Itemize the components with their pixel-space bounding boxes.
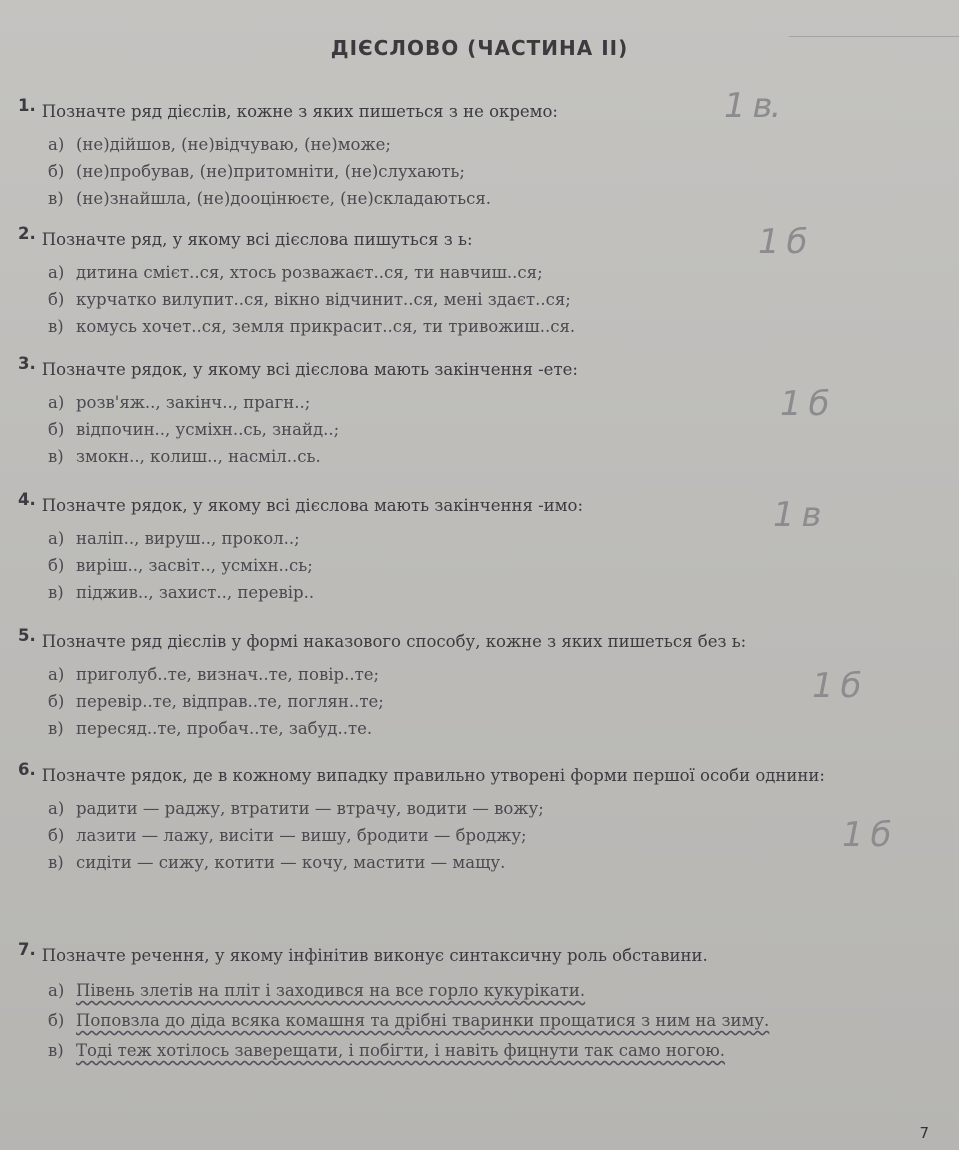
option-text: лазити — лажу, висіти — вишу, бродити — броджу; xyxy=(76,826,527,846)
question-text: Позначте речення, у якому інфінітив виконує синтаксичну роль обставини. xyxy=(41,946,708,965)
question-heading xyxy=(18,628,939,656)
option-text: курчатко вилупит..ся, вікно відчинит..ся, мені здаєт..ся; xyxy=(76,290,571,310)
answer-option xyxy=(48,580,939,607)
option-text: перевір..те, відправ..те, поглян..те; xyxy=(76,692,384,712)
question-number: 2. xyxy=(18,224,36,243)
question-heading xyxy=(18,762,939,790)
option-letter: б) xyxy=(48,162,65,182)
option-text: наліп.., вируш.., прокол..; xyxy=(76,529,300,549)
question-text: Позначте рядок, у якому всі дієслова мають закінчення -имо: xyxy=(41,496,584,515)
question-number: 7. xyxy=(18,940,36,959)
option-text: Тоді теж хотілось заверещати, і побігти, і навіть фицнути так само ногою. xyxy=(76,1041,726,1060)
question-text: Позначте ряд дієслів у формі наказового способу, кожне з яких пишеться без ь: xyxy=(41,632,747,651)
option-letter: в) xyxy=(48,447,64,467)
handwritten-answer-2: 1 б xyxy=(758,222,806,262)
option-text: виріш.., засвіт.., усміхн..сь; xyxy=(76,556,313,576)
option-text: Півень злетів на пліт і заходився на все горло кукурікати. xyxy=(76,981,586,1000)
answer-options xyxy=(48,662,939,743)
answer-option xyxy=(48,823,939,850)
answer-option xyxy=(48,287,939,314)
option-text: сидіти — сижу, котити — кочу, мастити — мащу. xyxy=(76,853,506,873)
option-letter: а) xyxy=(48,529,65,549)
question-number: 1. xyxy=(18,96,36,115)
option-letter: б) xyxy=(48,1011,65,1030)
handwritten-answer-4: 1 в xyxy=(773,495,820,535)
option-letter: в) xyxy=(48,317,64,337)
answer-options xyxy=(48,796,939,877)
answer-options xyxy=(48,976,939,1066)
option-text: радити — раджу, втратити — втрачу, водити — вожу; xyxy=(76,799,544,819)
question-5 xyxy=(18,628,939,743)
option-text: Поповзла до діда всяка комашня та дрібні тваринки прощатися з ним на зиму. xyxy=(76,1011,770,1030)
question-6 xyxy=(18,762,939,877)
question-7 xyxy=(18,942,939,1066)
answer-option xyxy=(48,689,939,716)
option-letter: в) xyxy=(48,583,64,603)
question-number: 4. xyxy=(18,490,36,509)
question-heading xyxy=(18,98,939,126)
answer-option xyxy=(48,159,939,186)
answer-option xyxy=(48,716,939,743)
question-text: Позначте рядок, у якому всі дієслова мають закінчення -ете: xyxy=(41,360,578,379)
answer-option xyxy=(48,314,939,341)
option-letter: б) xyxy=(48,692,65,712)
page-title: ДІЄСЛОВО (ЧАСТИНА II) xyxy=(330,36,629,60)
option-letter: б) xyxy=(48,556,65,576)
option-letter: в) xyxy=(48,189,64,209)
question-number: 5. xyxy=(18,626,36,645)
answer-option xyxy=(48,186,939,213)
answer-option xyxy=(48,662,939,689)
question-heading xyxy=(18,942,939,970)
handwritten-answer-6: 1 б xyxy=(842,815,890,855)
option-letter: а) xyxy=(48,263,65,283)
handwritten-answer-5: 1 б xyxy=(812,666,860,706)
option-text: (не)знайшла, (не)дооцінюєте, (не)складаються. xyxy=(76,189,492,209)
answer-option xyxy=(48,132,939,159)
page-corner-shadow xyxy=(789,0,959,37)
question-text: Позначте ряд дієслів, кожне з яких пишеться з не окремо: xyxy=(41,102,558,121)
answer-option xyxy=(48,1036,939,1066)
option-text: (не)пробував, (не)притомніти, (не)слухають; xyxy=(76,162,465,182)
option-text: дитина смієт..ся, хтось розважаєт..ся, ти навчиш..ся; xyxy=(76,263,543,283)
option-text: відпочин.., усміхн..сь, знайд..; xyxy=(76,420,340,440)
option-letter: б) xyxy=(48,826,65,846)
option-letter: а) xyxy=(48,799,65,819)
option-text: розв'яж.., закінч.., прагн..; xyxy=(76,393,311,413)
option-text: комусь хочет..ся, земля прикрасит..ся, ти тривожиш..ся. xyxy=(76,317,576,337)
question-text: Позначте ряд, у якому всі дієслова пишуться з ь: xyxy=(41,230,473,249)
option-letter: а) xyxy=(48,393,65,413)
option-letter: в) xyxy=(48,853,64,873)
question-text: Позначте рядок, де в кожному випадку правильно утворені форми першої особи однини: xyxy=(41,766,825,785)
handwritten-answer-1: 1 в. xyxy=(724,86,780,126)
answer-options xyxy=(48,132,939,213)
question-1 xyxy=(18,98,939,213)
option-text: (не)дійшов, (не)відчуваю, (не)може; xyxy=(76,135,391,155)
option-text: приголуб..те, визнач..те, повір..те; xyxy=(76,665,380,685)
option-letter: в) xyxy=(48,719,64,739)
answer-option xyxy=(48,444,939,471)
answer-options xyxy=(48,526,939,607)
answer-option xyxy=(48,976,939,1006)
answer-options xyxy=(48,260,939,341)
option-letter: а) xyxy=(48,135,65,155)
option-letter: б) xyxy=(48,290,65,310)
option-text: піджив.., захист.., перевір.. xyxy=(76,583,315,603)
answer-option xyxy=(48,796,939,823)
option-letter: б) xyxy=(48,420,65,440)
question-heading xyxy=(18,356,939,384)
answer-option xyxy=(48,850,939,877)
handwritten-answer-3: 1 б xyxy=(780,384,828,424)
option-letter: в) xyxy=(48,1041,64,1060)
option-text: пересяд..те, пробач..те, забуд..те. xyxy=(76,719,373,739)
option-letter: а) xyxy=(48,981,65,1000)
option-letter: а) xyxy=(48,665,65,685)
answer-option xyxy=(48,1006,939,1036)
question-number: 3. xyxy=(18,354,36,373)
option-text: змокн.., колиш.., насміл..сь. xyxy=(76,447,321,467)
answer-option xyxy=(48,260,939,287)
page-number: 7 xyxy=(919,1124,929,1142)
question-number: 6. xyxy=(18,760,36,779)
answer-option xyxy=(48,553,939,580)
